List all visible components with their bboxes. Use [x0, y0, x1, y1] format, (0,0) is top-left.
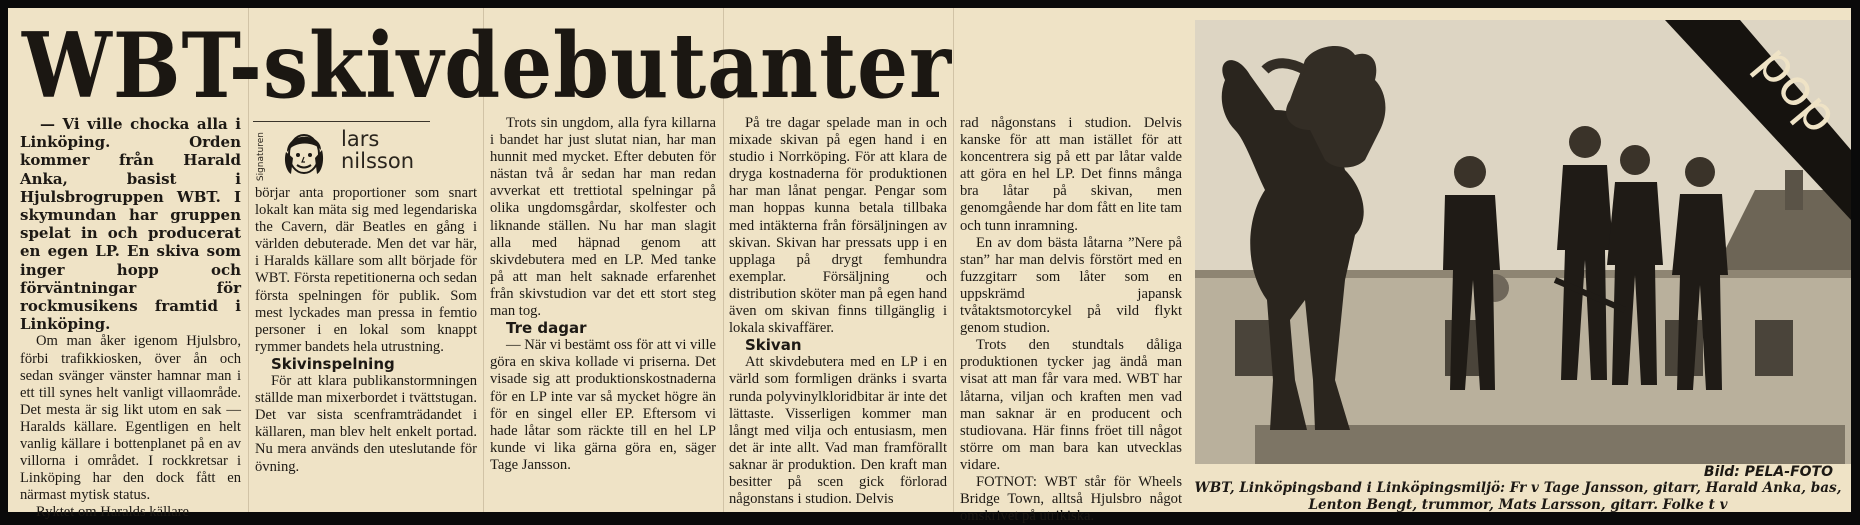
pop-tag-text: pop — [1745, 34, 1851, 144]
byline-vertical-label: Signaturen — [256, 132, 266, 182]
subheading: Skivinspelning — [271, 354, 395, 373]
body-paragraph: Att skivdebutera med en LP i en värld som formligen dränks i svarta runda polyvinylkloridbitar är inte det lättaste. Visserligen kommer man långt med vilja och entusiasm, men det är inte allt. Vad man framförallt saknar är produktion. Den kraft man besitter på scen gick förlorad någonstans i studion. Delvis — [729, 354, 947, 508]
author-name-line-1: lars — [341, 127, 380, 151]
body-paragraph: En av dom bästa låtarna ”Nere på stan” har man delvis förstört med en fuzzgitarr som låter som en uppskrämd japansk tvåtaktsmotorcykel på vild flykt genom studion. — [960, 234, 1182, 337]
lead-paragraph: — Vi ville chocka alla i Linköping. Orden kommer från Harald Anka, basist i Hjulsbrogruppen WBT. I skymundan har gruppen spelat in och producerat en egen LP. En skiva som inger hopp och förväntningar för rockmusikens framtid i Linköping. — [20, 115, 241, 334]
band-photo — [1195, 20, 1851, 464]
body-paragraph: Ryktet om Haralds källare — [36, 504, 190, 521]
body-paragraph: — När vi bestämt oss för att vi ville göra en skiva kollade vi priserna. Det visade sig att produktionskostnaderna för en LP inte var så mycket högre än för en singel eller EP. Eftersom vi hade låtar som räckte till en hel LP kunde vi lika gärna göra en, säger Tage Jansson. — [490, 337, 716, 473]
body-paragraph: För att klara publikanstormningen ställde man mixerbordet i tvättstugan. Det var sista scenframträdandet i källaren, man blev helt enkelt portad. Nu mera används den uteslutande för övning. — [255, 373, 477, 475]
subheading: Skivan — [745, 336, 802, 355]
column-1 — [20, 115, 241, 521]
photo-credit: Bild: PELA-FOTO — [1703, 464, 1833, 480]
headline: WBT-skivdebutanter — [22, 12, 953, 119]
author-name-line-2: nilsson — [341, 149, 415, 173]
author-portrait — [281, 128, 327, 180]
column-5 — [960, 115, 1182, 525]
column-4 — [729, 115, 947, 508]
author-name — [341, 128, 414, 172]
photo-caption: WBT, Linköpingsband i Linköpingsmiljö: Fr v Tage Jansson, gitarr, Harald Anka, bas, Lenton Bengt, trummor, Mats Larsson, gitarr. Folke t v — [1194, 480, 1842, 513]
newspaper-clipping — [8, 8, 1851, 525]
body-paragraph: rad någonstans i studion. Delvis kanske för att man istället för att koncentrera sig på ett par låtar valde att göra en hel LP. Det finns många bra låtar på skivan, men genomgående har dom fått en lite tam och tunn inramning. — [960, 115, 1182, 234]
body-paragraph: På tre dagar spelade man in och mixade skivan på egen hand i en studio i Norrköping. För att klara de dryga kostnaderna för produktionen har man lånat pengar. Pengar som man hoppas kunna betala tillbaka med intäkterna från försäljningen av skivan. Skivan har pressats upp i en upplaga på drygt femhundra exemplar. Försäljning och distribution sköter man på egen hand även om skivan finns tillgänglig i lokala skivaffärer. — [729, 115, 947, 337]
body-paragraph: Om man åker igenom Hjulsbro, förbi trafikkiosken, över ån och sedan svänger vänster hamnar man i ett till synes helt vanligt villaområde. Det mesta är sig likt utom en sak — Haralds källare. Egentligen en helt vanlig källare i bottenplanet på en av villorna i området. I rockkretsar i Linköping har den dock fått en närmast mytisk status. — [20, 333, 241, 504]
column-2 — [255, 185, 477, 508]
subheading: Tre dagar — [506, 319, 587, 338]
body-paragraph: Trots sin ungdom, alla fyra killarna i bandet har just slutat nian, har man hunnit med mycket. Efter debuten för nästan två år sedan har man redan avverkat ett trettiotal spelningar på olika ungdomsgårdar, skolfester och liknande ställen. Nu har man slagit alla med häpnad genom att skivdebutera med en LP. Med tanke på att man helt saknade erfarenhet från skivstudion var det ett stort steg man tog. — [490, 115, 716, 320]
body-paragraph: börjar anta proportioner som snart lokalt kan mäta sig med legendariska the Cavern, där Beatles en gång i världen debuterade. Men det var här, i Haralds källare som allt började för WBT. Första repetitionerna och sedan första spelningen för publik. Som mest lyckades man pressa in femtio personer i en lokal som knappt rymmer bandets hela utrustning. — [255, 185, 477, 355]
byline — [253, 121, 430, 182]
footnote: FOTNOT: WBT står för Wheels Bridge Town, alltså Hjulsbro något omskrivet på utrikiska. — [960, 473, 1182, 525]
body-paragraph: Trots den stundtals dåliga produktionen tycker jag ändå man visat att man får vara med. WBT har låtarna, viljan och kraften men vad man saknar är en producent och studiovana. Här finns fröet till något större om man bara kan utvecklas vidare. — [960, 337, 1182, 473]
column-3 — [490, 115, 716, 508]
